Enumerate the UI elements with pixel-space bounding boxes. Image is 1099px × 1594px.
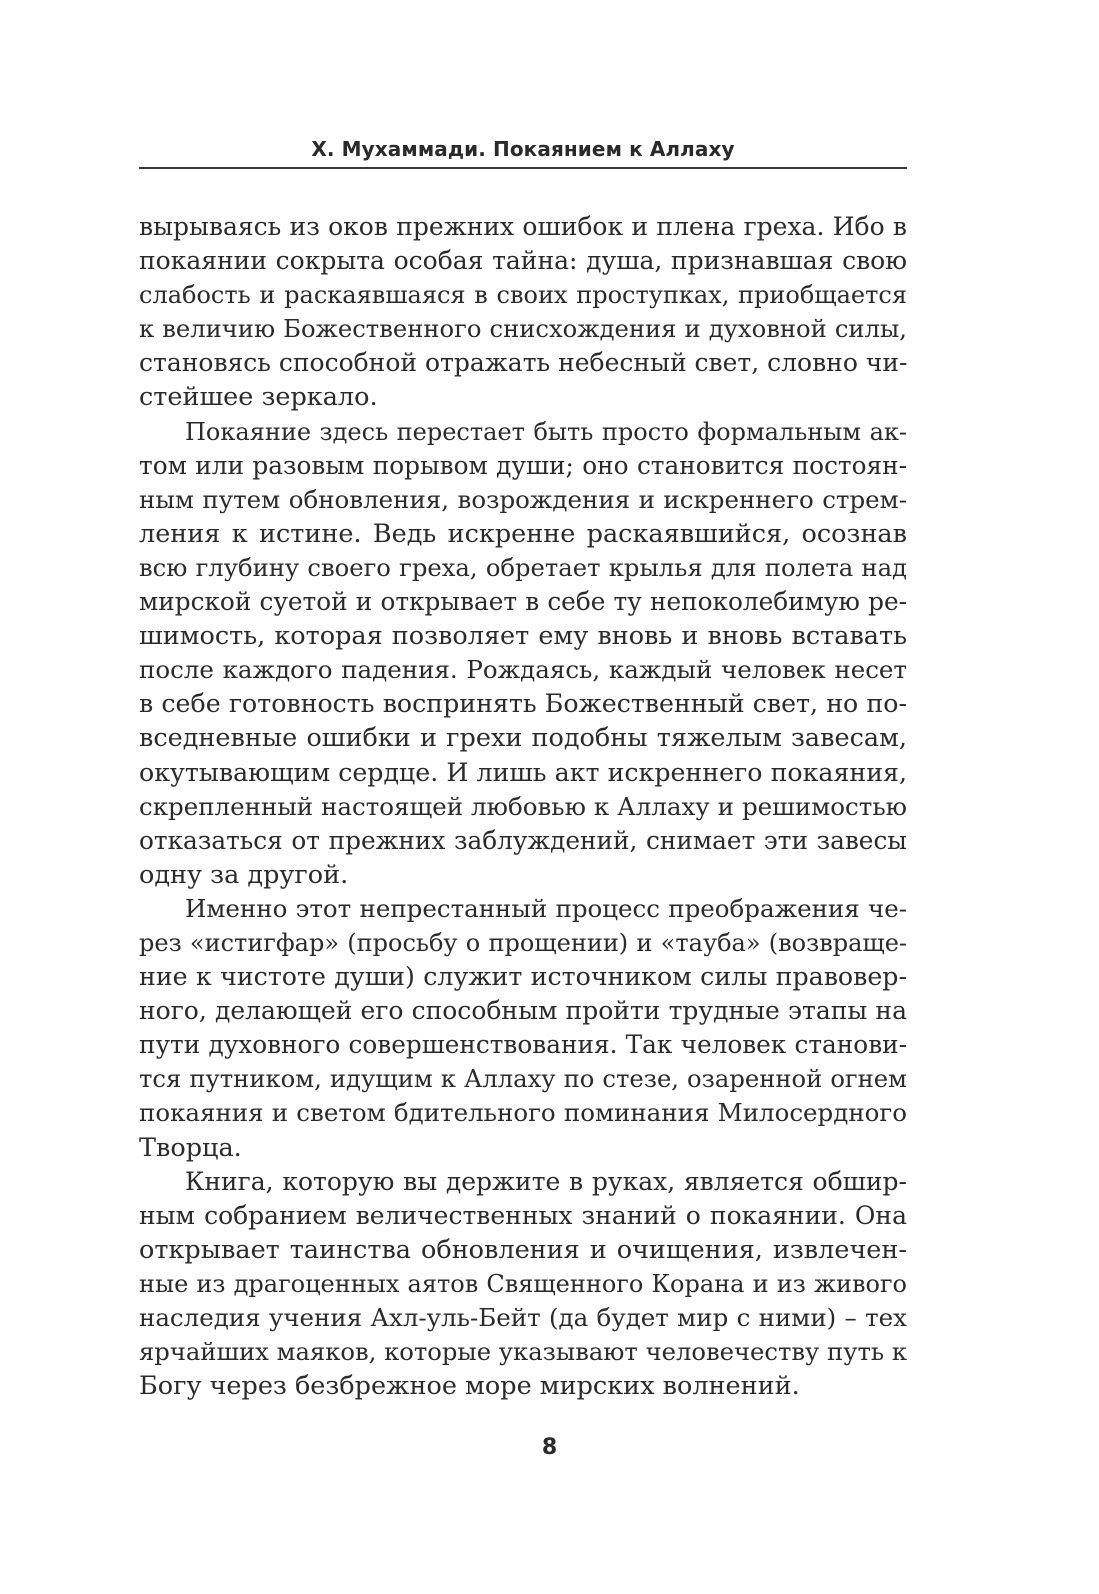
text-line: ным путем обновления, возрождения и искреннего стрем-: [139, 484, 907, 514]
text-line: одну за другой.: [139, 859, 349, 890]
text-line: ние к чистоте души) служит источником силы правовер-: [139, 962, 907, 992]
text-line: к величию Божественного снисхождения и духовной силы,: [139, 314, 907, 344]
text-line: вырываясь из оков прежних ошибок и плена греха. Ибо в: [139, 212, 907, 241]
text-line: наследия учения Ахл-уль-Бейт (да будет мир с ними) – тех: [139, 1303, 907, 1332]
running-head: Х. Мухаммади. Покаянием к Аллаху: [311, 137, 735, 161]
paragraph-3: [139, 892, 907, 1165]
text-line: после каждого падения. Рождаясь, каждый человек несет: [139, 655, 907, 685]
page-number: 8: [541, 1435, 558, 1460]
text-line: мирской суетой и открывает в себе ту непоколебимую ре-: [139, 587, 907, 617]
text-line: Творца.: [139, 1132, 242, 1163]
text-line: Книга, которую вы держите в руках, является обшир-: [185, 1166, 907, 1196]
text-line: отказаться от прежних заблуждений, снимает эти завесы: [139, 825, 907, 855]
text-line: Покаяние здесь перестает быть просто формальным ак-: [185, 417, 907, 446]
text-line: ным собранием величественных знаний о покаянии. Она: [139, 1200, 907, 1230]
text-line: ного, делающей его способным пройти трудные этапы на: [139, 996, 907, 1026]
text-line: ления к истине. Ведь искренне раскаявшийся, осознав: [139, 518, 907, 549]
text-line: становясь способной отражать небесный свет, словно чи-: [139, 348, 908, 378]
text-line: стейшее зеркало.: [139, 382, 378, 413]
text-line: слабость и раскаявшаяся в своих проступках, приобщается: [139, 281, 907, 310]
text-line: Богу через безбрежное море мирских волнений.: [139, 1371, 800, 1402]
text-line: шимость, которая позволяет ему вновь и вновь вставать: [139, 621, 907, 652]
text-line: пути духовного совершенствования. Так человек станови-: [139, 1030, 907, 1060]
text-line: скрепленный настоящей любовью к Аллаху и решимостью: [139, 791, 907, 821]
text-line: открывает таинства обновления и очищения, извлечен-: [139, 1234, 907, 1265]
text-line: том или разовым порывом души; оно становится постоян-: [139, 450, 907, 480]
paragraph-4: [139, 1165, 907, 1404]
text-line: Именно этот непрестанный процесс преображения че-: [185, 893, 907, 923]
text-line: всю глубину своего греха, обретает крылья для полета над: [139, 552, 907, 582]
text-line: окутывающим сердце. И лишь акт искреннего покаяния,: [139, 757, 907, 787]
paragraph-1: [139, 210, 907, 415]
text-line: ные из драгоценных аятов Священного Корана и из живого: [139, 1269, 907, 1298]
text-line: ярчайших маяков, которые указывают человечеству путь к: [139, 1337, 907, 1367]
paragraph-2: [139, 415, 907, 892]
text-line: тся путником, идущим к Аллаху по стезе, озаренной огнем: [139, 1064, 907, 1094]
header-rule: [139, 167, 907, 169]
text-line: покаянии сокрыта особая тайна: душа, признавшая свою: [139, 246, 907, 276]
text-line: покаяния и светом бдительного поминания Милосердного: [139, 1098, 907, 1128]
body-text: [139, 210, 907, 1403]
text-line: вседневные ошибки и грехи подобны тяжелым завесам,: [139, 723, 907, 754]
text-line: рез «истигфар» (просьбу о прощении) и «тауба» (возвраще-: [139, 928, 907, 957]
text-line: в себе готовность воспринять Божественный свет, но по-: [139, 689, 907, 719]
